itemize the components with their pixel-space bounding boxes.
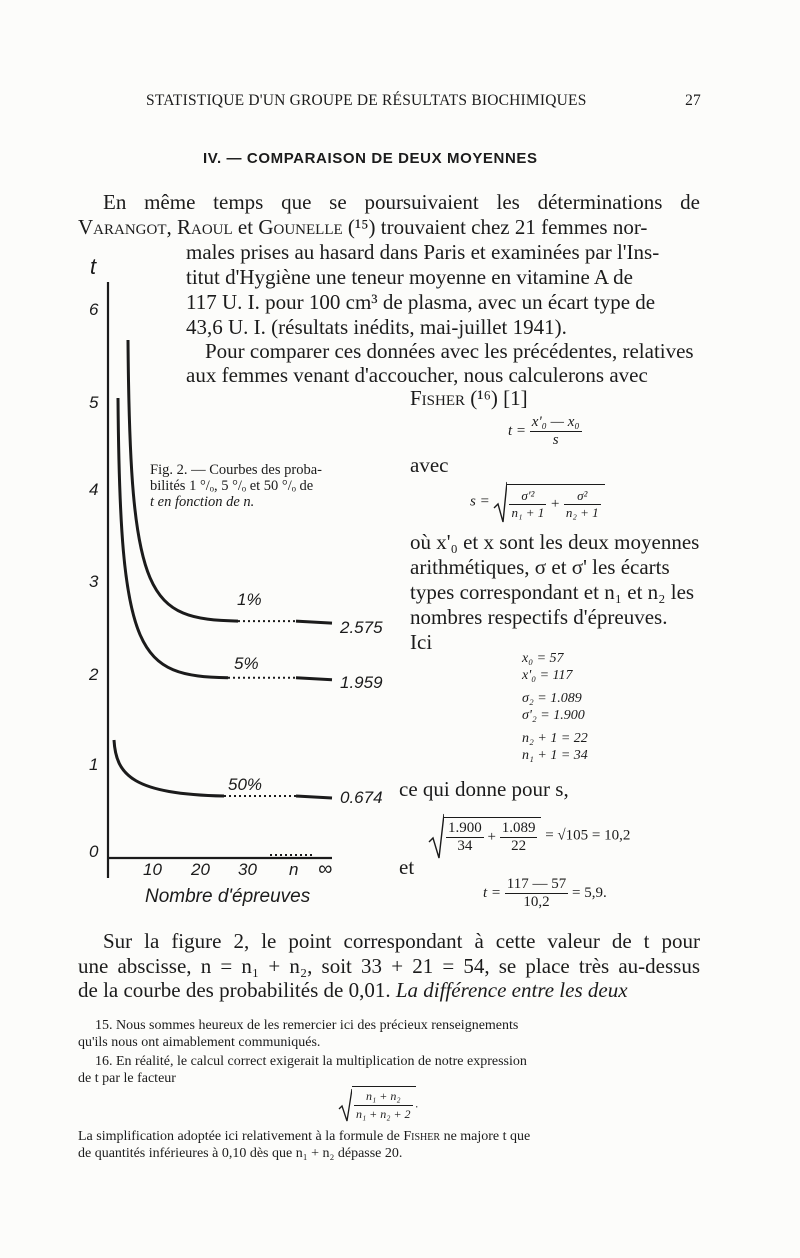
footnote-16-line-4: de quantités inférieures à 0,10 dès que n₁ + n₂ dépasse 20. (78, 1146, 403, 1161)
t-lhs: t = (508, 422, 527, 439)
asymptote-label-5pct: 1.959 (340, 673, 383, 692)
s-fraction-1 (509, 488, 546, 521)
calc-fraction-2-num: 1.089 (501, 820, 536, 836)
paragraph-1-line-1: En même temps que se poursuivaient les déterminations de (103, 190, 700, 214)
curve-5pct (118, 398, 228, 678)
s-fraction-1-den: n₁ + 1 (511, 504, 545, 520)
conjunction: et (232, 215, 259, 239)
et-text: et (399, 855, 415, 879)
y-tick-5: 5 (89, 393, 99, 412)
asymptote-5pct (296, 678, 332, 680)
value-sigma2-prime: σ'₂ = 1.900 (522, 708, 585, 723)
running-title: STATISTIQUE D'UN GROUPE DE RÉSULTATS BIOCHIMIQUES (146, 92, 587, 109)
sqrt-symbol-icon (493, 480, 507, 524)
footnote-16-line-3c: ne majore t que (440, 1129, 531, 1144)
author-fisher: Fisher (410, 386, 466, 410)
figure-2-chart (80, 240, 400, 920)
asymptote-label-50pct: 0.674 (340, 788, 383, 807)
calc-fraction-1-den: 34 (457, 838, 473, 854)
values-block (522, 650, 588, 764)
t2-numerator: 117 — 57 (506, 876, 567, 892)
s-fraction-2-den: n₂ + 1 (565, 504, 599, 520)
t-fraction (530, 414, 582, 449)
factor-fraction (354, 1088, 413, 1123)
y-tick-4: 4 (89, 480, 99, 499)
y-axis-label: t (90, 254, 97, 279)
conclusion-line-2: une abscisse, n = n₁ + n₂, soit 33 + 21 = 54, se place très au-dessus (78, 954, 700, 978)
curve-label-50pct: 50% (228, 775, 263, 794)
footnote-15-line-1: 15. Nous sommes heureux de les remercier ici des précieux renseignements (95, 1018, 519, 1033)
avec-text: avec (410, 453, 449, 477)
footnote-fisher: Fisher (403, 1129, 441, 1144)
definition-line-2: arithmétiques, σ et σ' les écarts (410, 555, 670, 579)
curve-label-5pct: 5% (234, 654, 259, 673)
calc-fraction-1 (446, 820, 484, 855)
references: (¹⁶) [1] (465, 386, 528, 410)
calc-plus: + (487, 828, 496, 845)
footnote-16-line-1: 16. En réalité, le calcul correct exigerait la multiplication de notre expression (95, 1054, 527, 1069)
value-n1: n₁ + 1 = 34 (522, 748, 588, 763)
x-tick-10: 10 (143, 860, 162, 879)
value-sigma2: σ₂ = 1.089 (522, 691, 582, 706)
conclusion-line-3a: de la courbe des probabilités de 0,01. (78, 978, 396, 1002)
asymptote-50pct (296, 796, 332, 798)
factor-radicand (352, 1086, 416, 1123)
conclusion-line-3 (78, 978, 628, 1003)
definition-line-1: où x'₀ et x sont les deux moyennes (410, 530, 700, 554)
footnote-15-line-2: qu'ils nous ont aimablement communiqués. (78, 1035, 321, 1050)
definition-line-3: types correspondant et n₁ et n₂ les (410, 580, 695, 604)
figure-caption (150, 462, 400, 510)
caption-line-1: Fig. 2. — Courbes des proba- (150, 462, 322, 478)
chart-axes (108, 282, 332, 878)
sqrt-symbol-icon (428, 812, 444, 860)
definition-line-4: nombres respectifs d'épreuves. (410, 605, 668, 629)
caption-line-2: bilités 1 °/ₒ, 5 °/ₒ et 50 °/ₒ de (150, 478, 314, 494)
curve-label-1pct: 1% (237, 590, 262, 609)
y-tick-3: 3 (89, 572, 99, 591)
y-tick-6: 6 (89, 300, 99, 319)
paragraph-2-line-2: aux femmes venant d'accoucher, nous calculerons avec (186, 363, 648, 387)
y-tick-1: 1 (89, 755, 99, 774)
value-x0-prime: x'₀ = 117 (522, 668, 573, 683)
curve-50pct (114, 740, 224, 796)
paragraph-1-line-2 (78, 215, 647, 240)
x-tick-infinity: ∞ (318, 858, 333, 880)
y-tick-0: 0 (89, 842, 99, 861)
factor-denominator: n₁ + n₂ + 2 (356, 1107, 411, 1121)
footnote-16-factor: $\frac{\text{n₁ + n₂}}{\text{n₁ + n₂ + 2}}$ . (338, 1086, 419, 1123)
conclusion-line-1: Sur la figure 2, le point correspondant à cette valeur de t pour (103, 929, 700, 953)
paragraph-1-line-2-rest: (¹⁵) trouvaient chez 21 femmes nor- (342, 215, 648, 239)
author-gounelle: Gounelle (258, 215, 343, 239)
s-plus: + (550, 495, 561, 512)
t-result-formula (483, 876, 607, 911)
t-denominator: s (552, 432, 559, 448)
ce-qui-donne-text: ce qui donne pour s, (399, 777, 569, 801)
x-tick-n: n (289, 860, 299, 879)
x-tick-20: 20 (191, 860, 210, 879)
footnote-16-line-3a: La simplification adoptée ici relativement à la formule de (78, 1129, 404, 1144)
t2-fraction (505, 876, 568, 911)
calc-radicand (444, 817, 541, 855)
ici-text: Ici (410, 630, 433, 654)
value-x0: x₀ = 57 (522, 651, 564, 666)
s-fraction-2 (564, 488, 601, 521)
y-tick-2: 2 (89, 665, 99, 684)
footnote-16-line-2: de t par le facteur (78, 1071, 176, 1086)
s-fraction-2-num: σ² (564, 488, 601, 505)
caption-line-3: t en fonction de n. (150, 494, 255, 510)
t2-lhs: t = (483, 884, 502, 901)
paragraph-1-line-5: 117 U. I. pour 100 cm³ de plasma, avec un écart type de (186, 290, 656, 314)
x-tick-30: 30 (238, 860, 257, 879)
paragraph-1-line-6: 43,6 U. I. (résultats inédits, mai-juillet 1941). (186, 315, 567, 339)
x-axis-label: Nombre d'épreuves (145, 886, 311, 907)
running-header (146, 92, 701, 110)
t-numerator: x'₀ — x₀ (531, 414, 580, 430)
paragraph-1-line-4: titut d'Hygiène une teneur moyenne en vitamine A de (186, 265, 633, 289)
calc-fraction-2 (500, 820, 538, 855)
sqrt-symbol-icon (338, 1087, 352, 1123)
t-formula (508, 414, 582, 449)
paragraph-2-line-3 (410, 386, 528, 411)
calc-fraction-1-num: 1.900 (448, 820, 482, 836)
s-fraction-1-num: σ'² (509, 488, 546, 505)
t2-result: = 5,9. (572, 884, 607, 901)
asymptote-1pct (296, 621, 332, 623)
page-number: 27 (685, 92, 701, 109)
calc-result: = √105 = 10,2 (545, 827, 631, 844)
s-radicand (507, 484, 604, 521)
s-calculation (428, 812, 630, 860)
s-lhs: s = (470, 493, 490, 510)
factor-numerator: n₁ + n₂ (354, 1088, 413, 1106)
t2-denominator: 10,2 (523, 894, 550, 910)
author-names: Varangot, Raoul (78, 215, 233, 239)
section-title: IV. — COMPARAISON DE DEUX MOYENNES (203, 150, 538, 167)
chart-curves (114, 340, 332, 798)
paragraph-2-line-1: Pour comparer ces données avec les précédentes, relatives (205, 339, 694, 363)
paragraph-1-line-3: males prises au hasard dans Paris et examinées par l'Ins- (186, 240, 660, 264)
calc-fraction-2-den: 22 (511, 838, 527, 854)
value-n2: n₂ + 1 = 22 (522, 731, 588, 746)
s-formula (470, 480, 605, 524)
asymptote-label-1pct: 2.575 (340, 618, 383, 637)
conclusion-line-3b: La différence entre les deux (395, 978, 628, 1002)
footnote-16-line-3 (78, 1128, 530, 1145)
